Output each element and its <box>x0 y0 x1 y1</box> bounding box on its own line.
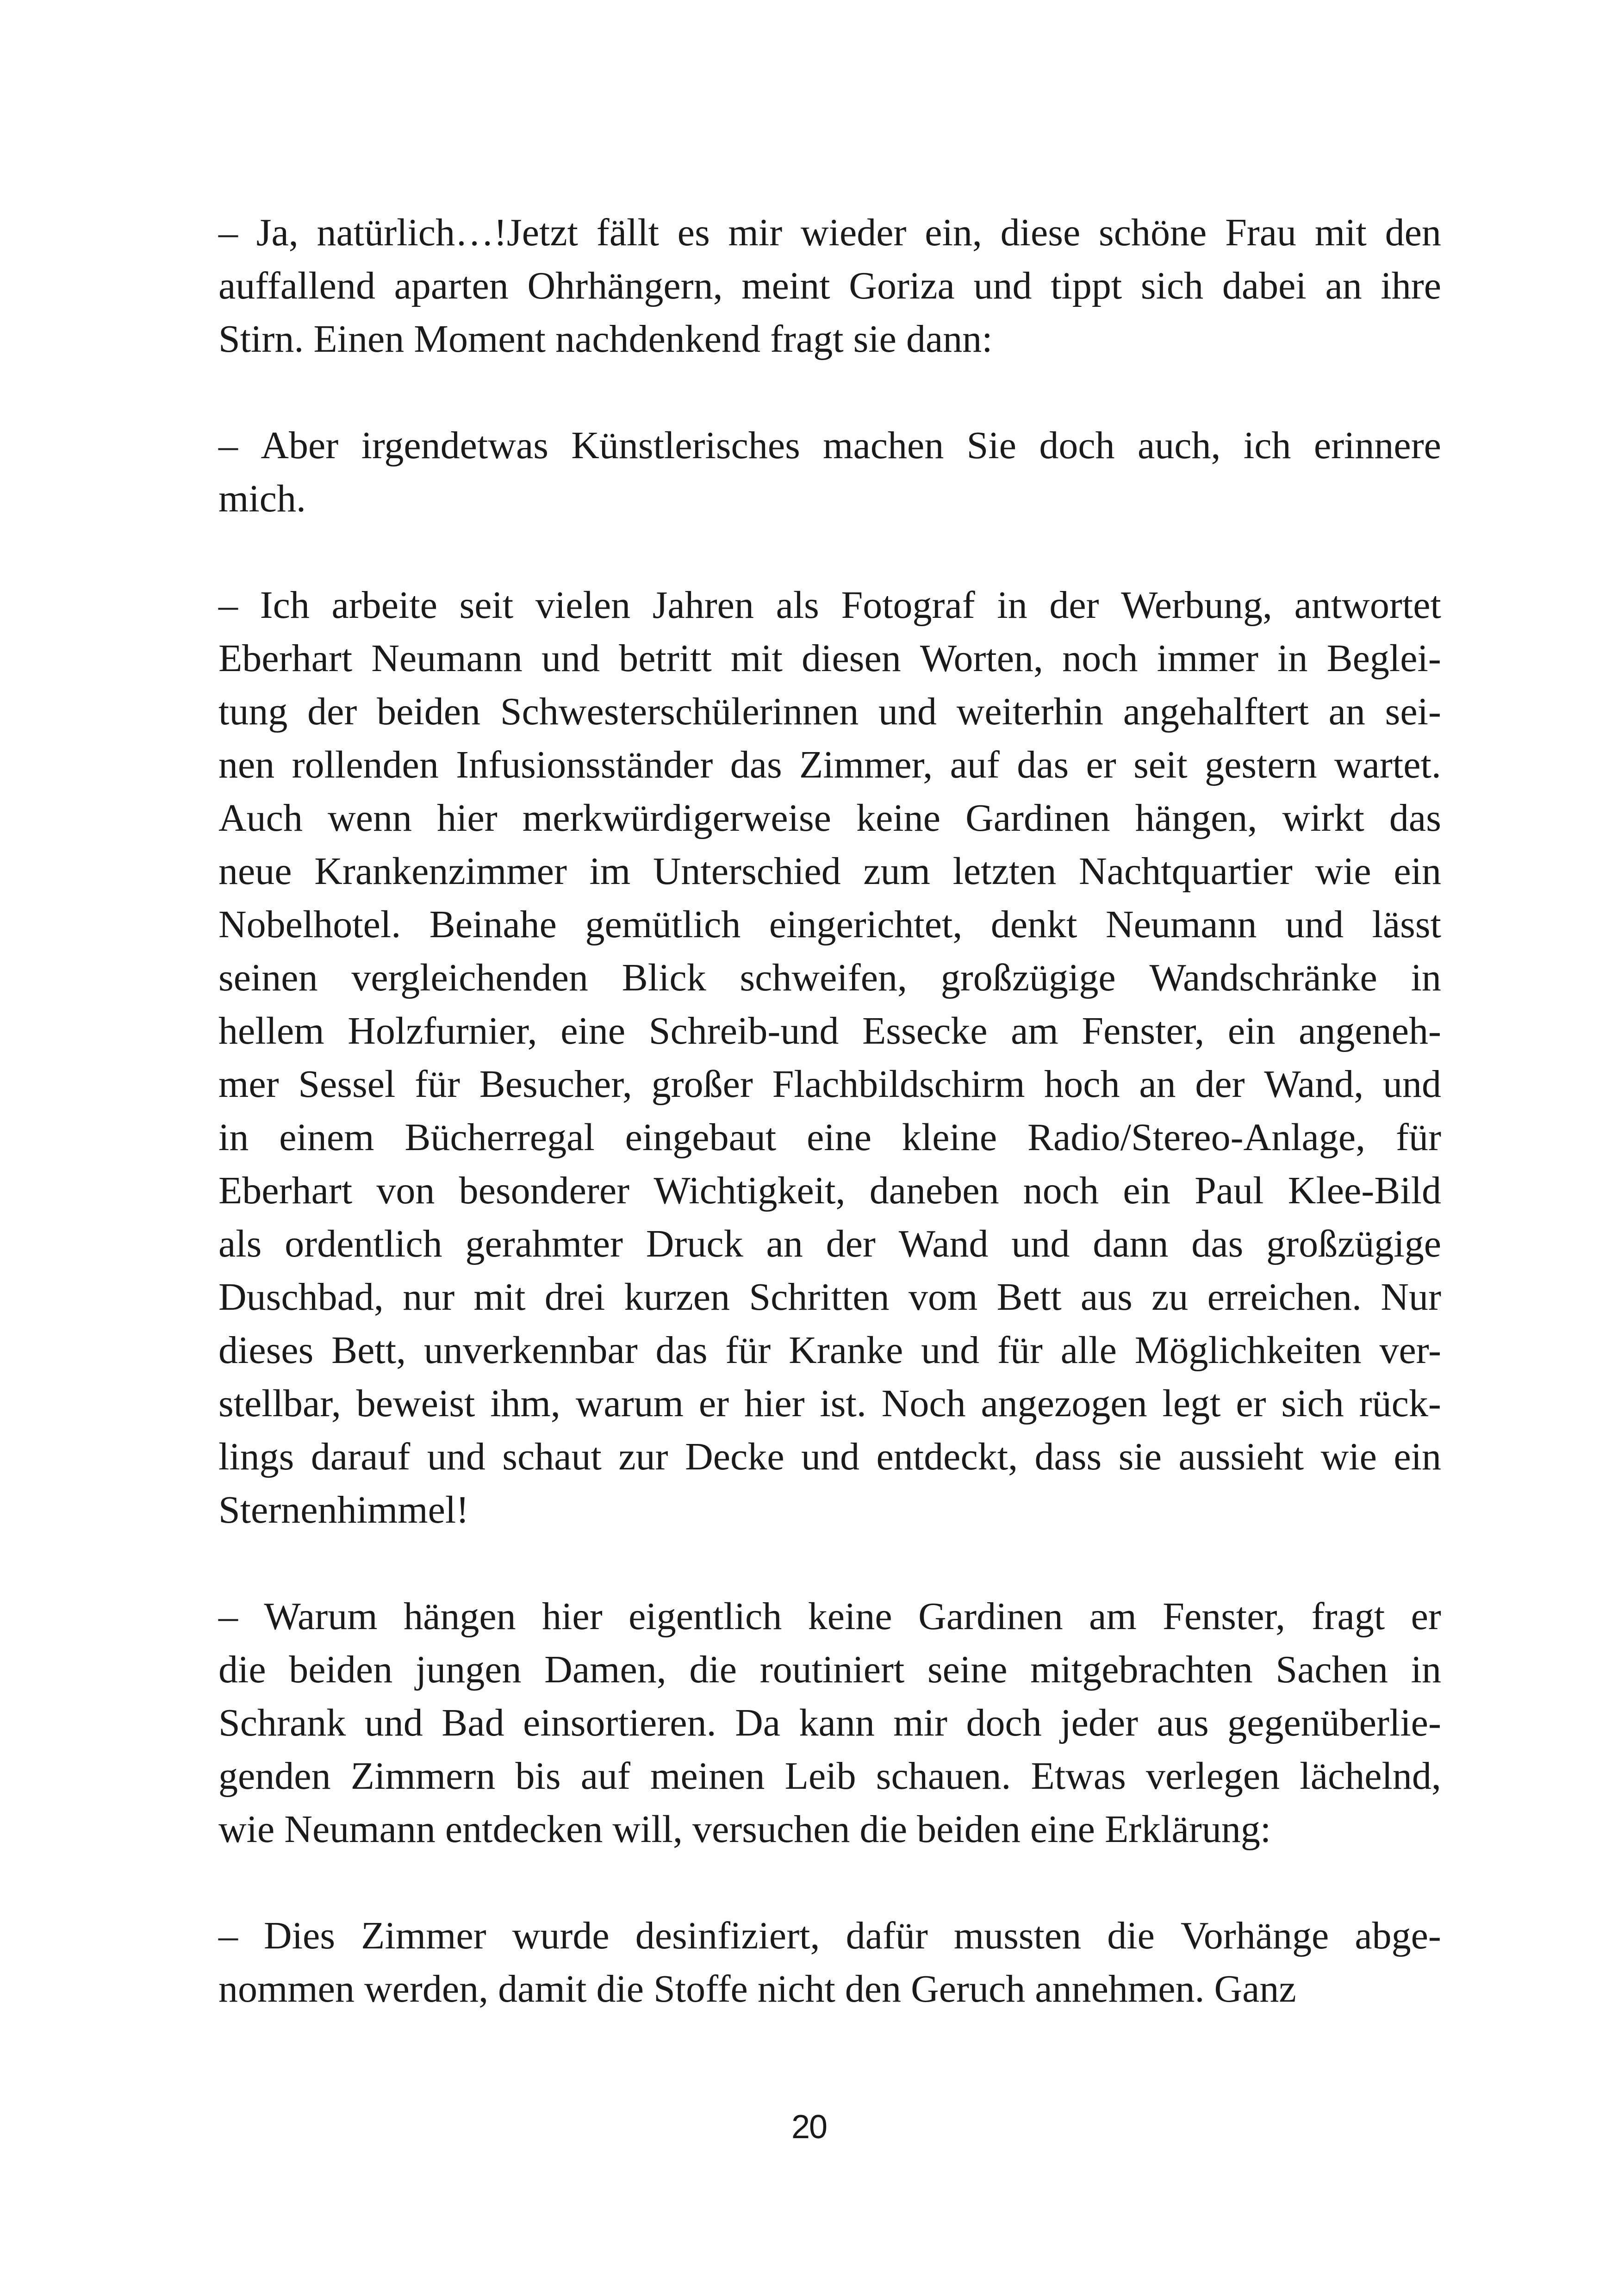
text-line: nommen werden, damit die Stoffe nicht den Geruch annehmen. Ganz <box>218 1967 1296 2010</box>
text-line: lings darauf und schaut zur Decke und entdeckt, dass sie aussieht wie ein <box>218 1435 1441 1478</box>
paragraph <box>218 1909 1441 2016</box>
text-line: – Dies Zimmer wurde desinfiziert, dafür mussten die Vorhänge abge- <box>218 1914 1441 1957</box>
text-line: genden Zimmern bis auf meinen Leib schauen. Etwas verlegen lächelnd, <box>218 1755 1441 1798</box>
text-line: dieses Bett, unverkennbar das für Kranke und für alle Möglichkeiten ver- <box>218 1329 1441 1372</box>
paragraph-gap <box>218 366 1441 419</box>
paragraph-gap <box>218 1537 1441 1590</box>
text-line: in einem Bücherregal eingebaut eine kleine Radio/Stereo-Anlage, für <box>218 1116 1441 1159</box>
text-line: Duschbad, nur mit drei kurzen Schritten vom Bett aus zu erreichen. Nur <box>218 1276 1441 1319</box>
paragraph <box>218 206 1441 366</box>
text-line: – Warum hängen hier eigentlich keine Gardinen am Fenster, fragt er <box>218 1595 1441 1638</box>
text-line: Eberhart von besonderer Wichtigkeit, daneben noch ein Paul Klee-Bild <box>218 1169 1441 1212</box>
text-line: – Ja, natürlich…!Jetzt fällt es mir wieder ein, diese schöne Frau mit den <box>218 211 1441 254</box>
text-line: als ordentlich gerahmter Druck an der Wand und dann das großzügige <box>218 1222 1441 1265</box>
text-line: Auch wenn hier merkwürdigerweise keine Gardinen hängen, wirkt das <box>218 796 1441 840</box>
text-line: mer Sessel für Besucher, großer Flachbildschirm hoch an der Wand, und <box>218 1063 1441 1106</box>
paragraph <box>218 579 1441 1537</box>
text-line: hellem Holzfurnier, eine Schreib-und Essecke am Fenster, ein angeneh- <box>218 1009 1441 1052</box>
text-line: mich. <box>218 477 306 520</box>
text-line: – Ich arbeite seit vielen Jahren als Fotograf in der Werbung, antwortet <box>218 584 1441 627</box>
text-line: auffallend aparten Ohrhängern, meint Goriza und tippt sich dabei an ihre <box>218 264 1441 307</box>
text-line: neue Krankenzimmer im Unterschied zum letzten Nachtquartier wie ein <box>218 850 1441 893</box>
text-line: tung der beiden Schwesterschülerinnen und weiterhin angehalftert an sei- <box>218 690 1441 733</box>
text-line: stellbar, beweist ihm, warum er hier ist. Noch angezogen legt er sich rück- <box>218 1382 1441 1425</box>
text-line: Stirn. Einen Moment nachdenkend fragt sie dann: <box>218 317 993 361</box>
text-line: seinen vergleichenden Blick schweifen, großzügige Wandschränke in <box>218 956 1441 999</box>
text-line: wie Neumann entdecken will, versuchen die beiden eine Erklärung: <box>218 1808 1271 1851</box>
paragraph-gap <box>218 1856 1441 1909</box>
text-line: Nobelhotel. Beinahe gemütlich eingerichtet, denkt Neumann und lässt <box>218 903 1441 946</box>
text-line: nen rollenden Infusionsständer das Zimmer, auf das er seit gestern wartet. <box>218 743 1441 786</box>
text-line: – Aber irgendetwas Künstlerisches machen Sie doch auch, ich erinnere <box>218 424 1441 467</box>
paragraph <box>218 1590 1441 1856</box>
text-line: Sternenhimmel! <box>218 1488 469 1531</box>
page-body <box>218 206 1441 2016</box>
text-line: Eberhart Neumann und betritt mit diesen Worten, noch immer in Beglei- <box>218 637 1441 680</box>
paragraph-gap <box>218 525 1441 579</box>
paragraph <box>218 419 1441 525</box>
page-number: 20 <box>791 2109 827 2146</box>
text-line: Schrank und Bad einsortieren. Da kann mir doch jeder aus gegenüberlie- <box>218 1701 1441 1744</box>
text-line: die beiden jungen Damen, die routiniert seine mitgebrachten Sachen in <box>218 1648 1441 1691</box>
